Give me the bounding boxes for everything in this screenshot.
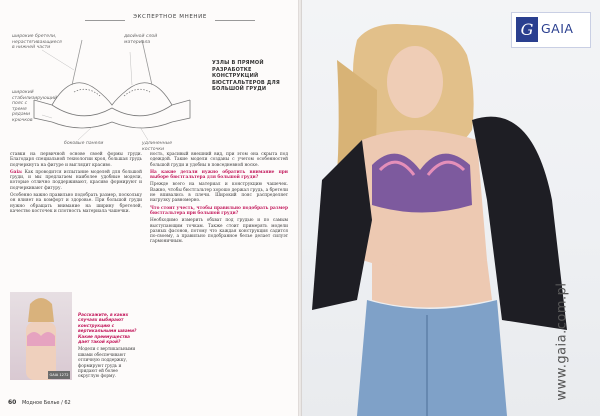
page-number: 60: [8, 399, 17, 406]
gaia-logo-mark: G: [516, 17, 538, 42]
paragraph-text: Как проводится испытание моделей для большой груди, и мы предлагаем наиболее удобные модели, которые отлично поддерживают, красиво формируют и подчеркивают фигуру.: [10, 169, 143, 191]
sidebar-question-text: Расскажите, в каких случаях выбирают конструкцию с вертикальными швами? Какие преимущества дает такой крой?: [78, 312, 137, 345]
label-cup: двойной слой материала: [124, 34, 158, 45]
sidebar-question: [78, 312, 140, 379]
gaia-logo: [511, 12, 591, 48]
paragraph: ность, красивый внешний вид, при этом она скрыта под одеждой. Такие модели созданы с учетом особенностей большой груди и удобны в повседневной носке.: [150, 152, 288, 168]
label-side: боковые панели: [64, 141, 104, 146]
model-photo: [10, 292, 72, 380]
cup-seam-left: [74, 89, 100, 96]
label-underwire: удлиненные косточки: [142, 141, 173, 152]
side-band: [34, 100, 190, 105]
header-rule-left: [85, 20, 125, 21]
jeans: [357, 300, 507, 416]
label-straps: широкие бретели, нерастягивающиеся в нижней части: [12, 34, 62, 51]
label-band: широкий стабилизирующий пояс с тремя рядами крючков: [12, 90, 57, 123]
section-header: [95, 14, 245, 26]
paragraph: ставки на первичной основе своей формы груди. Благодаря специальной технологии кроя, большая грудь подчеркнута на фигуре и выглядит красиво.: [10, 152, 142, 168]
expert-label: Gaia:: [10, 169, 23, 175]
straps: [72, 40, 152, 85]
band-edge: [34, 100, 190, 122]
bottom-band: [52, 122, 172, 128]
diagram-title: УЗЛЫ В ПРЯМОЙ РАЗРАБОТКЕ КОНСТРУКЦИЙ БЮСТГАЛЬТЕРОВ ДЛЯ БОЛЬШОЙ ГРУДИ: [212, 60, 280, 92]
cup-seam-right: [124, 89, 150, 96]
jacket-left: [312, 140, 372, 310]
model-illustration: [10, 292, 72, 380]
photo-caption: GAIA 1272: [49, 373, 69, 377]
article-column-2: [150, 152, 288, 384]
paragraph: Особенно важно правильно подобрать размер, поскольку он влияет на комфорт и здоровье. При большой груди нужно обращать внимание на ширину бретелей, качество косточек и плотность материала чашечки.: [10, 193, 142, 214]
url-text: www.gaia.com.pl: [554, 282, 570, 401]
page-folio: [8, 399, 71, 406]
underwire-line: [52, 105, 172, 116]
paragraph: Прежде всего на материал и конструкцию чашечек. Важно, чтобы бюстгальтер хорошо держал грудь, а бретели не впивались в плечи. Широкий пояс распределяет нагрузку равномерно.: [150, 182, 288, 204]
right-page-ad: [302, 0, 600, 416]
section-title: ЭКСПЕРТНОЕ МНЕНИЕ: [133, 14, 207, 20]
cup-outline: [52, 83, 172, 105]
paragraph: [10, 170, 142, 191]
face: [387, 46, 443, 118]
question: Что стоит учесть, чтобы правильно подобрать размер бюстгальтера при большой груди?: [150, 205, 288, 216]
gaia-logo-text: GAIA: [541, 21, 574, 36]
header-rule-right: [215, 20, 255, 21]
bra-construction-diagram: [12, 30, 202, 150]
website-url: [552, 270, 572, 410]
paragraph: Необходимо измерить обхват под грудью и по самым выступающим точкам. Также стоит примерять модели разных фасонов, потому что каждая конструкция садится по-своему, а правильно подобранное белье делает силуэт гармоничным.: [150, 218, 288, 245]
magazine-name: Модное Белье / 62: [21, 400, 71, 406]
sidebar-answer: Модели с вертикальными швами обеспечивают отличную поддержку, формируют грудь и придают ей более округлую форму.: [78, 346, 136, 379]
question: На какие детали нужно обратить внимание при выборе бюстгальтера для большой груди?: [150, 169, 288, 181]
